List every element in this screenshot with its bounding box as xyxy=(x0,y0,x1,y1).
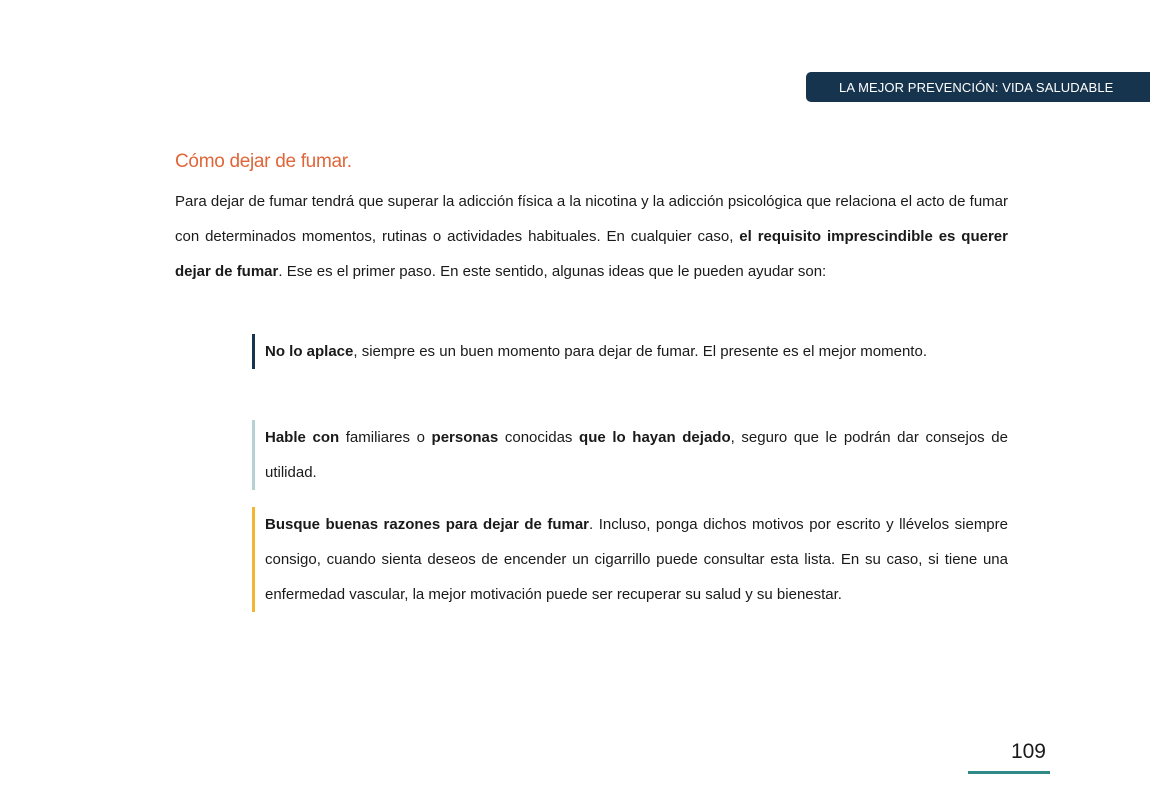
tip-body: familiares o xyxy=(339,429,432,446)
page-number: 109 xyxy=(1010,740,1046,763)
tip-hable-con xyxy=(252,420,1008,490)
intro-paragraph xyxy=(175,184,1008,289)
header-banner-text: LA MEJOR PREVENCIÓN: VIDA SALUDABLE xyxy=(839,79,1114,95)
tip-text xyxy=(265,420,1008,490)
intro-text-part1: Para dejar de fumar tendrá que superar la adicción física a la nicotina y la adicción psicológica que relaciona el acto de fumar con determinados momentos, rutinas o actividades habituales. En cualquier caso, xyxy=(175,193,1008,245)
tip-body: . Incluso, ponga dichos motivos por escrito y llévelos siempre consigo, cuando sienta deseos de encender un cigarrillo puede consultar esta lista. En su caso, si tiene una enfermedad vascular, la mejor motivación puede ser recuperar su salud y su bienestar. xyxy=(265,516,1008,603)
tip-bold: Busque buenas razones para dejar de fumar xyxy=(265,516,590,533)
page-number-rule xyxy=(968,771,1050,774)
tip-bold: personas xyxy=(431,429,499,446)
tip-no-lo-aplace xyxy=(252,334,1008,369)
tip-bold: que lo hayan dejado xyxy=(579,429,731,446)
tip-busque-razones xyxy=(252,507,1008,612)
tip-body: , seguro que le podrán dar consejos de utilidad. xyxy=(265,429,1008,481)
tip-body: , siempre es un buen momento para dejar de fumar. El presente es el mejor momento. xyxy=(353,343,927,360)
tip-text xyxy=(265,334,1008,369)
intro-bold-requirement: el requisito imprescindible es querer dejar de fumar xyxy=(175,228,1008,280)
intro-text-part2: . Ese es el primer paso. En este sentido, algunas ideas que le pueden ayudar son: xyxy=(278,263,827,280)
header-banner xyxy=(806,72,1150,102)
tip-text xyxy=(265,507,1008,612)
tip-body: conocidas xyxy=(498,429,580,446)
tip-bold: No lo aplace xyxy=(265,343,354,360)
section-title: Cómo dejar de fumar. xyxy=(175,151,352,172)
tip-bold: Hable con xyxy=(265,429,340,446)
